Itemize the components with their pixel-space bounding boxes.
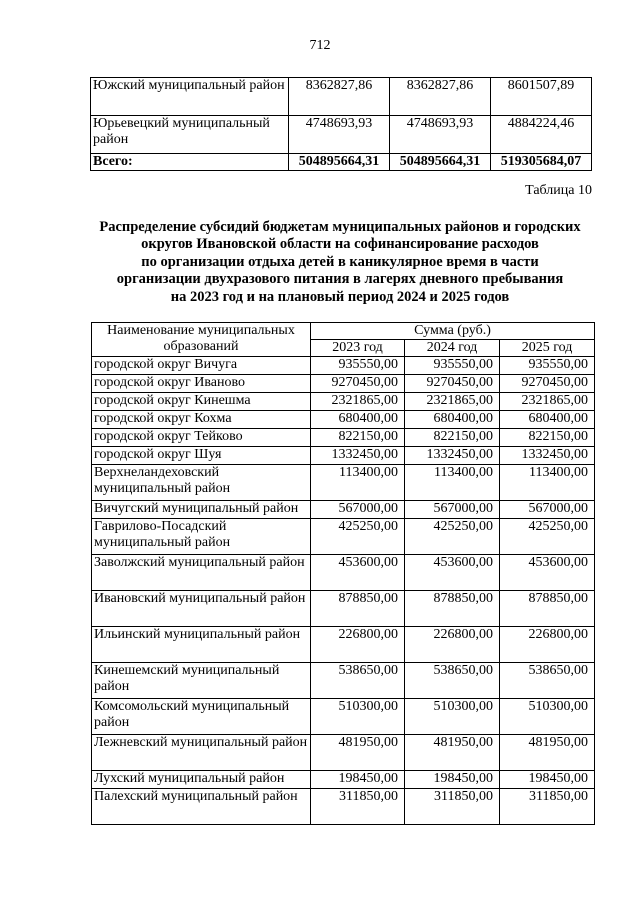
table-row xyxy=(92,501,595,519)
row-value-2024: 935550,00 xyxy=(405,357,500,375)
row-value-2024: 425250,00 xyxy=(405,519,500,555)
row-name: Верхнеландеховский муниципальный район xyxy=(92,465,311,501)
row-value-2025: 680400,00 xyxy=(500,411,595,429)
row-name: Южский муниципальный район xyxy=(91,78,289,116)
row-value-2024: 878850,00 xyxy=(405,591,500,627)
row-name: Юрьевецкий муниципальный район xyxy=(91,116,289,154)
subsidy-table xyxy=(91,322,595,825)
row-value-2025: 9270450,00 xyxy=(500,375,595,393)
row-value-2025: 453600,00 xyxy=(500,555,595,591)
row-value-2025: 822150,00 xyxy=(500,429,595,447)
row-name: городской округ Тейково xyxy=(92,429,311,447)
row-value-2024: 198450,00 xyxy=(405,771,500,789)
row-value-2025: 8601507,89 xyxy=(491,78,592,116)
total-value-2023: 504895664,31 xyxy=(289,154,390,171)
row-value-2025: 538650,00 xyxy=(500,663,595,699)
table-body xyxy=(92,357,595,825)
table-caption: Таблица 10 xyxy=(525,183,592,198)
table-row xyxy=(92,789,595,825)
row-name: городской округ Иваново xyxy=(92,375,311,393)
row-value-2025: 198450,00 xyxy=(500,771,595,789)
total-row xyxy=(91,154,592,171)
row-value-2024: 453600,00 xyxy=(405,555,500,591)
row-value-2024: 510300,00 xyxy=(405,699,500,735)
row-value-2023: 311850,00 xyxy=(311,789,405,825)
total-label: Всего: xyxy=(91,154,289,171)
row-value-2025: 510300,00 xyxy=(500,699,595,735)
total-value-2025: 519305684,07 xyxy=(491,154,592,171)
page-number: 712 xyxy=(309,38,331,53)
title-line: округов Ивановской области на софинансирование расходов xyxy=(141,236,539,253)
row-value-2024: 2321865,00 xyxy=(405,393,500,411)
row-name: Кинешемский муниципальный район xyxy=(92,663,311,699)
row-name: Палехский муниципальный район xyxy=(92,789,311,825)
row-value-2023: 680400,00 xyxy=(311,411,405,429)
row-value-2024: 481950,00 xyxy=(405,735,500,771)
header-row xyxy=(92,323,595,340)
row-value-2024: 822150,00 xyxy=(405,429,500,447)
row-value-2023: 425250,00 xyxy=(311,519,405,555)
table-row xyxy=(92,591,595,627)
row-name: городской округ Кинешма xyxy=(92,393,311,411)
table-row xyxy=(92,465,595,501)
row-value-2023: 935550,00 xyxy=(311,357,405,375)
row-name: Ивановский муниципальный район xyxy=(92,591,311,627)
row-value-2023: 113400,00 xyxy=(311,465,405,501)
row-value-2025: 2321865,00 xyxy=(500,393,595,411)
row-value-2025: 567000,00 xyxy=(500,501,595,519)
row-name: городской округ Вичуга xyxy=(92,357,311,375)
row-name: Лежневский муниципальный район xyxy=(92,735,311,771)
row-value-2023: 822150,00 xyxy=(311,429,405,447)
header-name-column: Наименование муниципальных образований xyxy=(92,323,311,357)
table-row xyxy=(92,699,595,735)
row-value-2023: 198450,00 xyxy=(311,771,405,789)
row-value-2025: 311850,00 xyxy=(500,789,595,825)
row-value-2023: 481950,00 xyxy=(311,735,405,771)
row-name: городской округ Шуя xyxy=(92,447,311,465)
row-value-2024: 311850,00 xyxy=(405,789,500,825)
row-name: Комсомольский муниципальный район xyxy=(92,699,311,735)
row-value-2023: 9270450,00 xyxy=(311,375,405,393)
row-name: Лухский муниципальный район xyxy=(92,771,311,789)
row-value-2023: 538650,00 xyxy=(311,663,405,699)
row-value-2023: 8362827,86 xyxy=(289,78,390,116)
table-row xyxy=(92,627,595,663)
row-value-2024: 113400,00 xyxy=(405,465,500,501)
row-value-2025: 425250,00 xyxy=(500,519,595,555)
header-year-2025: 2025 год xyxy=(500,340,595,357)
row-value-2025: 935550,00 xyxy=(500,357,595,375)
row-value-2025: 1332450,00 xyxy=(500,447,595,465)
row-value-2023: 226800,00 xyxy=(311,627,405,663)
table-row xyxy=(92,357,595,375)
row-value-2024: 9270450,00 xyxy=(405,375,500,393)
row-value-2023: 4748693,93 xyxy=(289,116,390,154)
row-value-2024: 226800,00 xyxy=(405,627,500,663)
row-value-2024: 538650,00 xyxy=(405,663,500,699)
table-row xyxy=(92,375,595,393)
table-row xyxy=(92,519,595,555)
table-row xyxy=(91,116,592,154)
row-name: Заволжский муниципальный район xyxy=(92,555,311,591)
title-line: на 2023 год и на плановый период 2024 и 2025 годов xyxy=(170,288,510,305)
row-value-2023: 1332450,00 xyxy=(311,447,405,465)
table-row xyxy=(92,663,595,699)
table-row xyxy=(92,447,595,465)
row-value-2023: 2321865,00 xyxy=(311,393,405,411)
header-year-2024: 2024 год xyxy=(405,340,500,357)
total-value-2024: 504895664,31 xyxy=(390,154,491,171)
row-value-2023: 567000,00 xyxy=(311,501,405,519)
row-value-2025: 878850,00 xyxy=(500,591,595,627)
title-line: по организации отдыха детей в каникулярное время в части xyxy=(141,253,539,270)
row-value-2025: 113400,00 xyxy=(500,465,595,501)
row-name: городской округ Кохма xyxy=(92,411,311,429)
table-row xyxy=(92,429,595,447)
row-value-2025: 4884224,46 xyxy=(491,116,592,154)
row-name: Вичугский муниципальный район xyxy=(92,501,311,519)
row-value-2024: 1332450,00 xyxy=(405,447,500,465)
table-row xyxy=(92,393,595,411)
row-name: Ильинский муниципальный район xyxy=(92,627,311,663)
row-value-2025: 226800,00 xyxy=(500,627,595,663)
title-line: Распределение субсидий бюджетам муниципальных районов и городских xyxy=(99,219,581,235)
header-year-2023: 2023 год xyxy=(311,340,405,357)
row-value-2024: 4748693,93 xyxy=(390,116,491,154)
row-value-2024: 8362827,86 xyxy=(390,78,491,116)
table-row xyxy=(92,735,595,771)
row-name: Гаврилово-Посадский муниципальный район xyxy=(92,519,311,555)
table-row xyxy=(92,771,595,789)
row-value-2023: 453600,00 xyxy=(311,555,405,591)
table-row xyxy=(91,78,592,116)
row-value-2025: 481950,00 xyxy=(500,735,595,771)
row-value-2023: 510300,00 xyxy=(311,699,405,735)
table-row xyxy=(92,555,595,591)
row-value-2024: 567000,00 xyxy=(405,501,500,519)
continued-table xyxy=(90,77,592,171)
table-row xyxy=(92,411,595,429)
row-value-2024: 680400,00 xyxy=(405,411,500,429)
title-line: организации двухразового питания в лагерях дневного пребывания xyxy=(116,271,564,288)
header-sum-column: Сумма (руб.) xyxy=(311,323,595,340)
row-value-2023: 878850,00 xyxy=(311,591,405,627)
table-title xyxy=(70,219,610,306)
